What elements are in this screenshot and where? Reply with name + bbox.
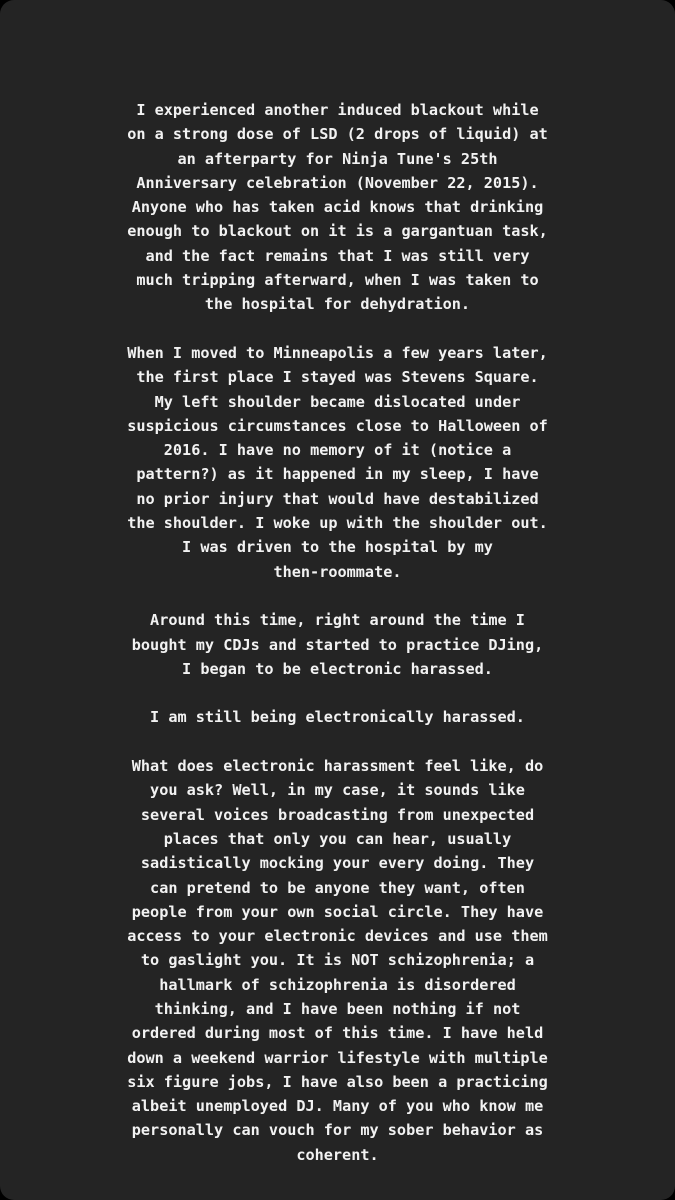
story-line: several voices broadcasting from unexpected	[140, 805, 535, 824]
story-line: I experienced another induced blackout while	[136, 101, 539, 119]
story-line: six figure jobs, I have also been a practicing	[127, 1072, 548, 1091]
story-line: I am still being electronically harassed.	[150, 708, 525, 727]
story-line: and the fact remains that I was still very	[145, 246, 530, 265]
story-paragraph-1	[86, 98, 589, 317]
story-line: My left shoulder became dislocated under	[154, 392, 521, 411]
story-line: bought my CDJs and started to practice DJing,	[131, 635, 544, 654]
story-line: Anniversary celebration (November 22, 2015).	[136, 173, 539, 192]
story-line: Around this time, right around the time I	[150, 611, 525, 630]
story-line: I was driven to the hospital by my	[182, 538, 493, 557]
story-line: suspicious circumstances close to Halloween of	[127, 416, 548, 435]
story-line: What does electronic harassment feel like, do	[131, 757, 544, 776]
story-line: no prior injury that would have destabilized	[136, 489, 539, 508]
story-line: then-roommate.	[273, 562, 402, 581]
story-line: on a strong dose of LSD (2 drops of liquid) at	[127, 125, 548, 144]
story-line: pattern?) as it happened in my sleep, I have	[136, 465, 539, 484]
story-line: personally can vouch for my sober behavior as	[131, 1121, 544, 1140]
story-line: When I moved to Minneapolis a few years later,	[127, 343, 548, 362]
story-line: can pretend to be anyone they want, often	[150, 878, 525, 897]
story-line: 2016. I have no memory of it (notice a	[163, 441, 512, 460]
story-line: the hospital for dehydration.	[204, 295, 471, 314]
story-line: ordered during most of this time. I have held	[131, 1024, 544, 1043]
story-line: coherent.	[296, 1145, 379, 1164]
story-line: down a weekend warrior lifestyle with multiple	[127, 1048, 548, 1067]
story-line: enough to blackout on it is a gargantuan task,	[127, 222, 548, 241]
story-line: the shoulder. I woke up with the shoulder out.	[127, 514, 548, 533]
story-line: to gaslight you. It is NOT schizophrenia; a	[140, 951, 535, 970]
story-line: thinking, and I have been nothing if not	[154, 999, 521, 1018]
story-line: much tripping afterward, when I was taken to	[136, 271, 539, 290]
story-paragraph-2	[86, 341, 589, 584]
story-line: sadistically mocking your every doing. They	[140, 854, 535, 873]
story-text	[86, 98, 589, 1191]
story-line: an afterparty for Ninja Tune's 25th	[177, 149, 498, 168]
story-line: access to your electronic devices and use them	[127, 927, 548, 946]
story-line: Anyone who has taken acid knows that drinking	[131, 198, 544, 217]
story-line: people from your own social circle. They have	[131, 902, 544, 921]
story-paragraph-5	[86, 754, 589, 1167]
story-line: places that only you can hear, usually	[163, 829, 512, 848]
story-paragraph-3	[86, 608, 589, 681]
story-paragraph-4	[86, 705, 589, 729]
story-line: albeit unemployed DJ. Many of you who know me	[131, 1097, 544, 1116]
story-line: hallmark of schizophrenia is disordered	[159, 975, 516, 994]
story-line: you ask? Well, in my case, it sounds like	[150, 781, 525, 800]
story-line: the first place I stayed was Stevens Square.	[136, 368, 539, 387]
story-line: I began to be electronic harassed.	[182, 659, 493, 678]
